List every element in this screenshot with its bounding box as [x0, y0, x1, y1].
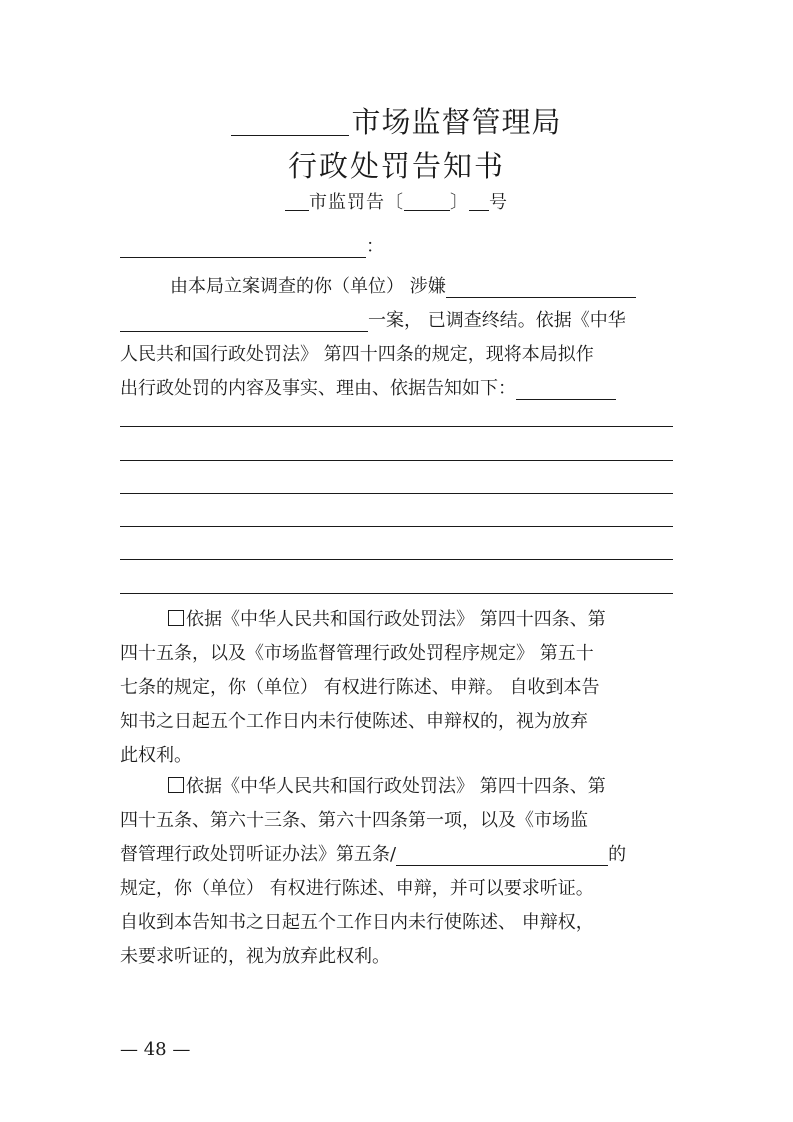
- option-2-line-4: 规定，你（单位） 有权进行陈述、申辩，并可以要求听证。: [120, 878, 594, 899]
- option-2-line-1: [120, 770, 673, 804]
- option-1-line-4: 知书之日起五个工作日内未行使陈述、申辩权的，视为放弃: [120, 711, 588, 732]
- docno-number-blank: [469, 192, 489, 211]
- intro-text-2: 一案， 已调查终结。依据《中华: [368, 310, 626, 331]
- fill-line-1: [120, 426, 673, 427]
- agency-suffix: 市场监督管理局: [351, 105, 562, 139]
- intro-line-4: [120, 372, 673, 406]
- fill-line-6: [120, 593, 673, 594]
- option-2-paragraph: [120, 770, 673, 974]
- option-2-line-3: [120, 838, 673, 872]
- document-title: 行政处罚告知书: [287, 149, 505, 183]
- docno-year-blank: [404, 192, 450, 211]
- violation-blank: [446, 275, 636, 298]
- docno-suffix: 号: [489, 192, 508, 213]
- option-1-paragraph: [120, 603, 673, 773]
- intro-line-3: 人民共和国行政处罚法》 第四十四条的规定，现将本局拟作: [120, 344, 594, 365]
- addressee-line: [120, 232, 384, 262]
- option-2-text-3a: 督管理行政处罚听证办法》第五条/: [120, 844, 397, 865]
- fill-line-3: [120, 493, 673, 494]
- document-number: [0, 190, 793, 216]
- article-blank: [396, 843, 608, 866]
- page-number: — 48 —: [120, 1039, 191, 1060]
- agency-title: [0, 104, 793, 140]
- intro-text-1: 由本局立案调查的你（单位） 涉嫌: [170, 276, 446, 297]
- option-2-line-6: 未要求听证的，视为放弃此权利。: [120, 946, 390, 967]
- option-2-text-1: 依据《中华人民共和国行政处罚法》 第四十四条、第: [186, 776, 606, 797]
- fill-line-4: [120, 526, 673, 527]
- case-blank: [120, 309, 368, 332]
- option-2-text-3b: 的: [608, 844, 627, 865]
- option-2-line-5: 自收到本告知书之日起五个工作日内未行使陈述、 申辩权，: [120, 912, 594, 933]
- intro-paragraph: [120, 270, 673, 406]
- fill-line-5: [120, 559, 673, 560]
- content-blank: [516, 377, 616, 400]
- docno-prefix: 市监罚告〔: [309, 192, 404, 213]
- option-2-checkbox[interactable]: [168, 777, 184, 793]
- addressee-blank: [120, 235, 366, 258]
- intro-line-2: [120, 304, 673, 338]
- option-1-line-5: 此权利。: [120, 745, 192, 766]
- option-1-text-1: 依据《中华人民共和国行政处罚法》 第四十四条、第: [186, 609, 606, 630]
- option-2-line-2: 四十五条、第六十三条、第六十四条第一项，以及《市场监: [120, 810, 588, 831]
- intro-text-4: 出行政处罚的内容及事实、理由、依据告知如下：: [120, 378, 516, 399]
- fill-line-2: [120, 460, 673, 461]
- docno-mid: 〕: [450, 192, 469, 213]
- option-1-line-2: 四十五条，以及《市场监督管理行政处罚程序规定》 第五十: [120, 643, 594, 664]
- agency-name-blank: [231, 107, 349, 136]
- option-1-checkbox[interactable]: [168, 610, 184, 626]
- option-1-line-3: 七条的规定，你（单位） 有权进行陈述、申辩。 自收到本告: [120, 677, 600, 698]
- addressee-colon: ：: [366, 236, 384, 257]
- docno-region-blank: [285, 192, 309, 211]
- intro-line-1: [120, 270, 673, 304]
- option-1-line-1: [120, 603, 673, 637]
